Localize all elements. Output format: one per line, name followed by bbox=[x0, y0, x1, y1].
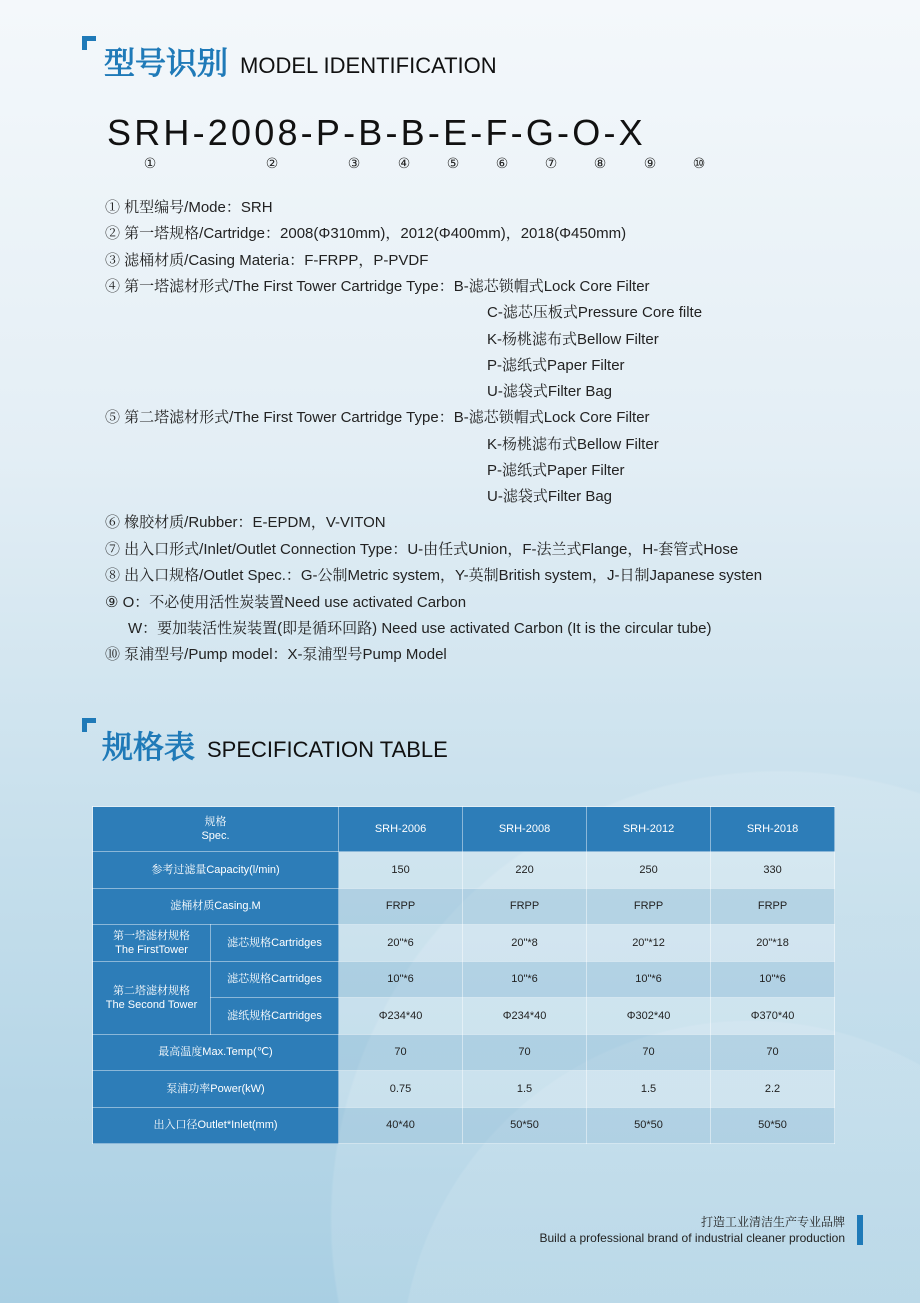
section-title-en: SPECIFICATION TABLE bbox=[207, 737, 448, 762]
cell: 50*50 bbox=[463, 1107, 587, 1144]
table-row bbox=[93, 1034, 835, 1071]
legend-line: P-滤纸式Paper Filter bbox=[487, 357, 625, 374]
cell: 10"*6 bbox=[587, 961, 711, 998]
model-header: SRH-2018 bbox=[711, 807, 835, 852]
spec-table bbox=[92, 806, 835, 1144]
row-group-label bbox=[93, 961, 211, 1034]
cell: 1.5 bbox=[587, 1071, 711, 1108]
bracket-icon bbox=[82, 718, 96, 732]
row-label: 滤芯规格Cartridges bbox=[211, 961, 339, 998]
model-header: SRH-2012 bbox=[587, 807, 711, 852]
group-label-en: The Second Tower bbox=[105, 998, 198, 1011]
cell: 70 bbox=[587, 1034, 711, 1071]
row-label: 出入口径Outlet*Inlet(mm) bbox=[93, 1107, 339, 1144]
table-row bbox=[93, 888, 835, 925]
legend-line: ⑧ 出入口规格/Outlet Spec.：G-公制Metric system，Y-英制British system，J-日制Japanese systen bbox=[105, 567, 763, 584]
marker: ⑧ bbox=[593, 155, 607, 171]
legend-line: W：要加装活性炭装置(即是循环回路) Need use activated Carbon (It is the circular tube) bbox=[128, 620, 712, 637]
row-label: 泵浦功率Power(kW) bbox=[93, 1071, 339, 1108]
row-group-label bbox=[93, 925, 211, 962]
cell: 10"*6 bbox=[463, 961, 587, 998]
marker: ① bbox=[143, 155, 157, 171]
cell: 330 bbox=[711, 852, 835, 889]
cell: Φ234*40 bbox=[463, 998, 587, 1035]
section-title-zh: 规格表 bbox=[102, 730, 195, 765]
group-label-zh: 第二塔滤材规格 bbox=[113, 984, 190, 997]
section-title-specification bbox=[82, 718, 448, 763]
cell: FRPP bbox=[463, 888, 587, 925]
cell: FRPP bbox=[587, 888, 711, 925]
table-row bbox=[93, 925, 835, 962]
cell: 20"*6 bbox=[339, 925, 463, 962]
legend-line: ⑦ 出入口形式/Inlet/Outlet Connection Type：U-由任式Union，F-法兰式Flange，H-套管式Hose bbox=[105, 541, 739, 558]
table-row bbox=[93, 961, 835, 998]
row-label: 参考过滤量Capacity(l/min) bbox=[93, 852, 339, 889]
section-title-zh: 型号识别 bbox=[104, 46, 228, 81]
legend-line: ② 第一塔规格/Cartridge：2008(Φ310mm)，2012(Φ400mm)，2018(Φ450mm) bbox=[105, 225, 627, 242]
row-label: 滤桶材质Casing.M bbox=[93, 888, 339, 925]
model-header: SRH-2008 bbox=[463, 807, 587, 852]
legend-line: ⑤ 第二塔滤材形式/The First Tower Cartridge Type：B-滤芯锁帽式Lock Core Filter bbox=[105, 409, 650, 426]
cell: 20"*18 bbox=[711, 925, 835, 962]
legend-line: ① 机型编号/Mode：SRH bbox=[105, 199, 273, 216]
cell: 20"*8 bbox=[463, 925, 587, 962]
marker: ⑨ bbox=[643, 155, 657, 171]
legend-line: U-滤袋式Filter Bag bbox=[487, 383, 613, 400]
group-label-en: The FirstTower bbox=[115, 943, 188, 956]
group-label-zh: 第一塔滤材规格 bbox=[113, 929, 190, 942]
legend-line: ⑥ 橡胶材质/Rubber：E-EPDM，V-VITON bbox=[105, 514, 386, 531]
cell: 250 bbox=[587, 852, 711, 889]
cell: 220 bbox=[463, 852, 587, 889]
legend-line: K-杨桃滤布式Bellow Filter bbox=[487, 331, 659, 348]
cell: 2.2 bbox=[711, 1071, 835, 1108]
table-header-row bbox=[93, 807, 835, 852]
footer-accent-bar bbox=[857, 1215, 863, 1245]
cell: Φ234*40 bbox=[339, 998, 463, 1035]
bracket-icon bbox=[82, 36, 96, 50]
marker: ⑥ bbox=[495, 155, 509, 171]
row-label: 最高温度Max.Temp(℃) bbox=[93, 1034, 339, 1071]
legend-line: ③ 滤桶材质/Casing Materia：F-FRPP，P-PVDF bbox=[105, 252, 429, 269]
spec-header bbox=[93, 807, 339, 852]
section-title-model-identification bbox=[82, 36, 497, 79]
cell: Φ370*40 bbox=[711, 998, 835, 1035]
legend-line: ⑨ O：不必使用活性炭装置Need use activated Carbon bbox=[105, 594, 467, 611]
legend-line: ⑩ 泵浦型号/Pump model：X-泵浦型号Pump Model bbox=[105, 646, 447, 663]
row-label: 滤芯规格Cartridges bbox=[211, 925, 339, 962]
legend-line: P-滤纸式Paper Filter bbox=[487, 462, 625, 479]
cell: 10"*6 bbox=[339, 961, 463, 998]
marker: ⑩ bbox=[692, 155, 706, 171]
model-header: SRH-2006 bbox=[339, 807, 463, 852]
legend-line: U-滤袋式Filter Bag bbox=[487, 488, 613, 505]
marker: ③ bbox=[347, 155, 361, 171]
row-label: 滤纸规格Cartridges bbox=[211, 998, 339, 1035]
cell: 50*50 bbox=[711, 1107, 835, 1144]
section-title-en: MODEL IDENTIFICATION bbox=[240, 53, 497, 78]
cell: FRPP bbox=[339, 888, 463, 925]
cell: 10"*6 bbox=[711, 961, 835, 998]
spec-header-en: Spec. bbox=[201, 830, 230, 842]
table-row bbox=[93, 852, 835, 889]
cell: 1.5 bbox=[463, 1071, 587, 1108]
marker: ⑦ bbox=[544, 155, 558, 171]
cell: 50*50 bbox=[587, 1107, 711, 1144]
footer-slogan-en: Build a professional brand of industrial cleaner production bbox=[539, 1231, 845, 1245]
legend-line: C-滤芯压板式Pressure Core filte bbox=[487, 304, 703, 321]
spec-header-zh: 规格 bbox=[204, 816, 227, 828]
marker: ④ bbox=[397, 155, 411, 171]
legend-line: K-杨桃滤布式Bellow Filter bbox=[487, 436, 659, 453]
cell: 0.75 bbox=[339, 1071, 463, 1108]
cell: 70 bbox=[339, 1034, 463, 1071]
table-row bbox=[93, 1071, 835, 1108]
footer-slogan-zh: 打造工业清洁生产专业品牌 bbox=[700, 1215, 845, 1229]
cell: 150 bbox=[339, 852, 463, 889]
legend-line: ④ 第一塔滤材形式/The First Tower Cartridge Type：B-滤芯锁帽式Lock Core Filter bbox=[105, 278, 650, 295]
marker: ② bbox=[265, 155, 279, 171]
cell: FRPP bbox=[711, 888, 835, 925]
cell: 40*40 bbox=[339, 1107, 463, 1144]
cell: Φ302*40 bbox=[587, 998, 711, 1035]
table-row bbox=[93, 1107, 835, 1144]
marker: ⑤ bbox=[446, 155, 460, 171]
cell: 70 bbox=[711, 1034, 835, 1071]
cell: 20"*12 bbox=[587, 925, 711, 962]
model-code: SRH-2008-P-B-B-E-F-G-O-X bbox=[107, 112, 646, 153]
cell: 70 bbox=[463, 1034, 587, 1071]
